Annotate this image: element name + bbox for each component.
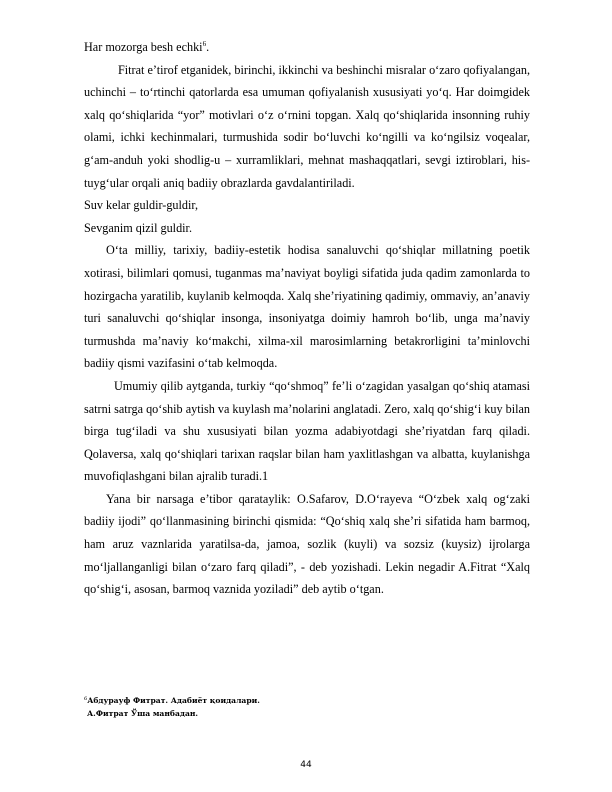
paragraph-2: O‘ta milliy, tarixiy, badiiy-estetik hodisa sanaluvchi qo‘shiqlar millatning poetik xotirasi, bilimlari qomusi, tuganmas ma’naviyat boyligi sifatida juda qadim zamonlarda to hozirgacha yaratilib, kuylanib kelmoqda. Xalq she’riyatining qadimiy, ommaviy, an’anaviy turi sanaluvchi qo‘shiqlar insonga, insoniyatga doimiy hamroh bo‘lib, unga ma’naviy turmushda ma’naviy ko‘makchi, xilma-xil marosimlarning betakrorligini ta’minlovchi badiiy qismi vazifasini o‘tab kelmoqda. (84, 243, 530, 371)
paragraph-4: Yana bir narsaga e’tibor qarataylik: O.Safarov, D.O‘rayeva “O‘zbek xalq og‘zaki badiiy ijodi” qo‘llanmasining birinchi qismida: “Qo‘shiq xalq she’ri sifatida ham barmoq, ham aruz vaznlarida yaratilsa-da, jamoa, sozlik (kuyli) va sozsiz (kuysiz) ijrolarga mo‘ljallanganligi bilan o‘zaro farq qiladi”, - deb yozishadi. Lekin negadir A.Fitrat “Xalq qo‘shig‘i, asosan, barmoq vaznida yoziladi” deb aytib o‘tgan. (84, 491, 530, 597)
verse-line-1: Suv kelar guldir-guldir, (84, 198, 199, 213)
footnotes (84, 695, 530, 720)
main-text (84, 36, 530, 601)
heading-text: Har mozorga besh echki (84, 40, 203, 54)
page-number: 44 (300, 760, 312, 770)
footnote-ref[interactable]: 6 (202, 40, 207, 48)
footnote-mark: 6 (84, 696, 88, 702)
paragraph-1: Fitrat e’tirof etganidek, birinchi, ikkinchi va beshinchi misralar o‘zaro qofiyalangan, uchinchi – to‘rtinchi qatorlarda esa umuman qofiyalanish xususiyati yo‘q. Har doimgidek xalq qo‘shiqlarida “yor” motivlari o‘z o‘rnini topgan. Xalq qo‘shiqlarida insonning ruhiy olami, ichki kechinmalari, turmushida sodir bo‘luvchi ko‘ngilli va ko‘ngilsiz voqealar, g‘am-anduh yoki shodlig-u – xurramliklari, mehnat mashaqqatlari, sevgi iztiroblari, his-tuyg‘ular orqali aniq badiiy obrazlarda gavdalantiriladi. (84, 62, 530, 190)
footnote-1 (84, 695, 530, 708)
paragraph-3: Umumiy qilib aytganda, turkiy “qo‘shmoq” fe’li o‘zagidan yasalgan qo‘shiq atamasi satrni satrga qo‘shib aytish va kuylash ma’nolarini anglatadi. Zero, xalq qo‘shig‘i kuy bilan birga tug‘iladi va shu xususiyati bilan yozma adabiyotdagi she’riyatdan farq qiladi. Qolaversa, xalq qo‘shiqlari tarixan raqslar bilan ham yaxlitlashgan va albatta, kuylanishga muvofiqlashgani bilan ajralib turadi.1 (84, 378, 530, 484)
verse-line-2: Sevganim qizil guldir. (84, 220, 192, 235)
heading-line (84, 36, 530, 59)
heading-trail: . (206, 40, 210, 54)
footnote-text-1: Абдурауф Фитрат. Адабиёт қоидалари. (87, 696, 260, 705)
footnote-2 (84, 708, 530, 721)
footnote-text-2: А.Фитрат Ўша манбадан. (87, 708, 199, 718)
